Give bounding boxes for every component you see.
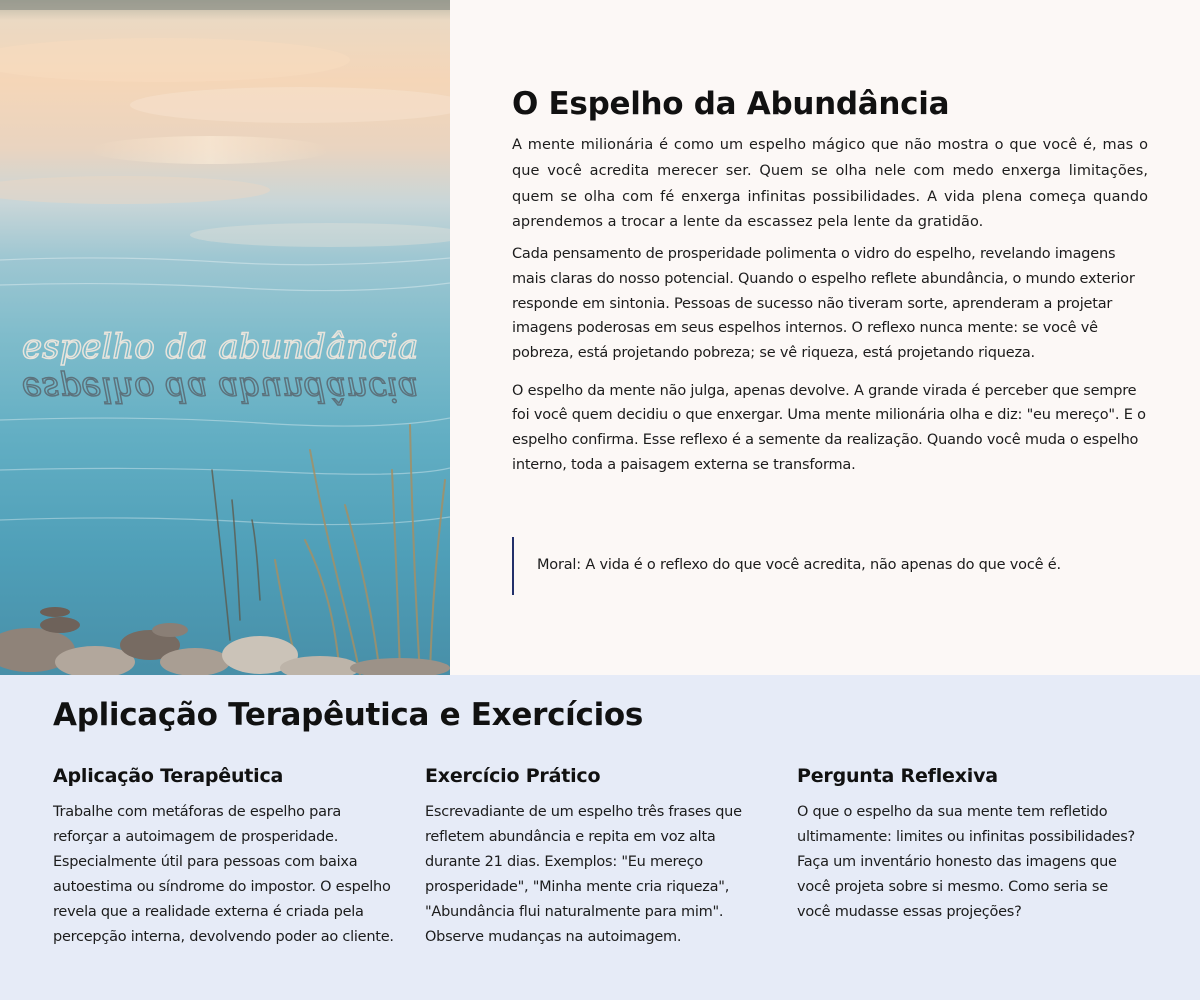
story-paragraph-3: O espelho da mente não julga, apenas devolve. A grande virada é perceber que sempre foi você quem decidiu o que enxergar. Uma mente milionária olha e diz: "eu mereço". E o espelho confirma. Esse reflexo é a semente da realização. Quando você muda o espelho interno, toda a paisagem externa se transforma.: [512, 382, 1146, 473]
therapeutic-application-column: [53, 762, 398, 950]
story-title: O Espelho da Abundância: [512, 86, 950, 122]
therapeutic-application-text: Trabalhe com metáforas de espelho para reforçar a autoimagem de prosperidade. Especialmente útil para pessoas com baixa autoestima ou síndrome do impostor. O espelho revela que a realidade externa é criada pela percepção interna, devolvendo poder ao cliente.: [53, 804, 394, 945]
overlay-script-reflection: espelho da abundância: [22, 369, 419, 409]
story-article: [512, 84, 1148, 478]
reflective-question-text: O que o espelho da sua mente tem refletido ultimamente: limites ou infinitas possibilidades? Faça um inventário honesto das imagens que você projeta sobre si mesmo. Como seria se você mudasse essas projeções?: [797, 804, 1135, 920]
applications-section: [0, 675, 1200, 1000]
story-paragraph-1: A mente milionária é como um espelho mágico que não mostra o que você é, mas o que você acredita merecer ser. Quem se olha nele com medo enxerga limitações, quem se olha com fé enxerga infinitas possibilidades. A vida plena começa quando aprendemos a trocar a lente da escassez pela lente da gratidão.: [512, 137, 1148, 231]
practical-exercise-column: [425, 762, 770, 950]
practical-exercise-heading: Exercício Prático: [425, 765, 601, 787]
practical-exercise-text: Escrevadiante de um espelho três frases que refletem abundância e repita em voz alta durante 21 dias. Exemplos: "Eu mereço prosperidade", "Minha mente cria riqueza", "Abundância flui naturalmente para mim". Observe mudanças na autoimagem.: [425, 804, 742, 945]
lake-reflection-image: [0, 0, 450, 675]
reflective-question-column: [797, 762, 1142, 925]
story-paragraph-2: Cada pensamento de prosperidade polimenta o vidro do espelho, revelando imagens mais claras do nosso potencial. Quando o espelho reflete abundância, o mundo exterior responde em sintonia. Pessoas de sucesso não tiveram sorte, aprenderam a projetar imagens poderosas em seus espelhos internos. O reflexo nunca mente: se você vê pobreza, está projetando pobreza; se vê riqueza, está projetando riqueza.: [512, 246, 1135, 361]
overlay-script-text: espelho da abundância: [22, 327, 419, 367]
applications-title: Aplicação Terapêutica e Exercícios: [53, 697, 644, 733]
moral-quote: [512, 537, 1134, 595]
therapeutic-application-heading: Aplicação Terapêutica: [53, 765, 284, 787]
moral-text: Moral: A vida é o reflexo do que você acredita, não apenas do que você é.: [537, 557, 1061, 573]
reflective-question-heading: Pergunta Reflexiva: [797, 765, 998, 787]
